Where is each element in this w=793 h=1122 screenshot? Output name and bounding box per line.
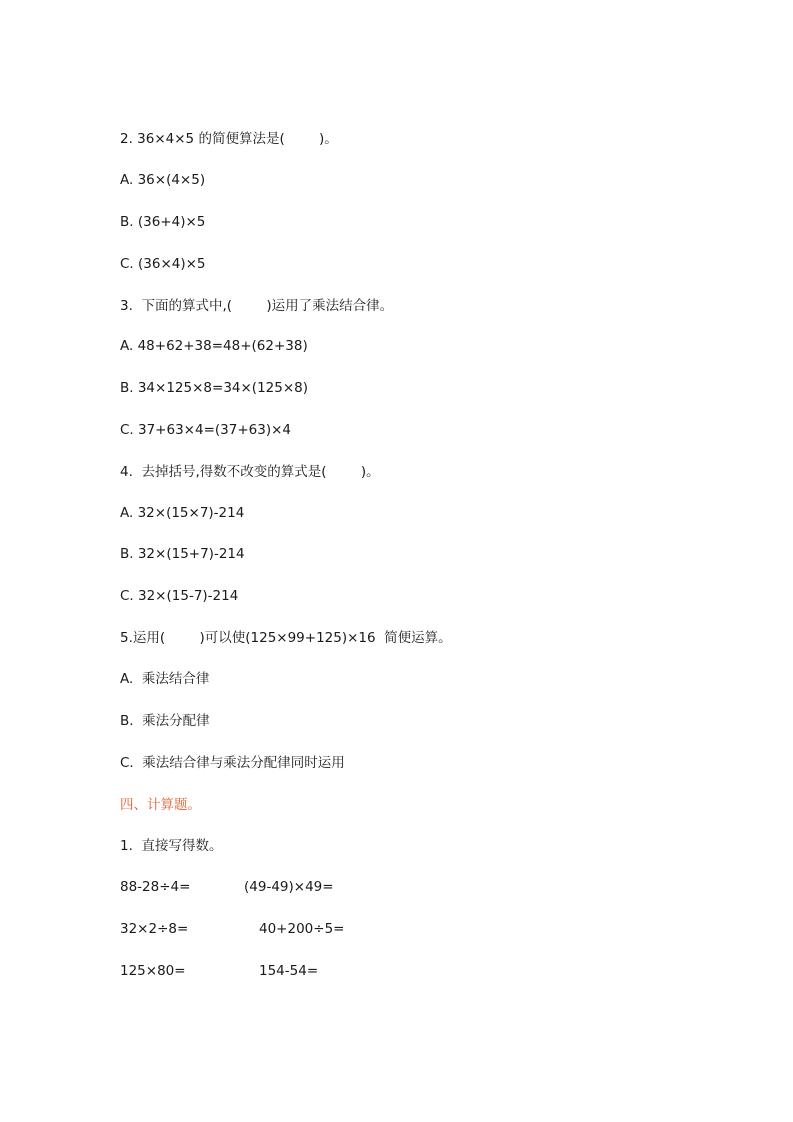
calc-row-1-left: 88-28÷4= bbox=[120, 879, 191, 895]
question-4-stem: 4. 去掉括号,得数不改变的算式是( )。 bbox=[120, 464, 380, 480]
question-5-stem: 5.运用( )可以使(125×99+125)×16 简便运算。 bbox=[120, 630, 452, 646]
question-3-option-b: B. 34×125×8=34×(125×8) bbox=[120, 380, 309, 396]
question-4-option-b: B. 32×(15+7)-214 bbox=[120, 546, 245, 562]
section-heading: 四、计算题。 bbox=[120, 797, 201, 813]
calc-row-2-left: 32×2÷8= bbox=[120, 921, 189, 937]
question-4-option-a: A. 32×(15×7)-214 bbox=[120, 505, 245, 521]
question-3-stem: 3. 下面的算式中,( )运用了乘法结合律。 bbox=[120, 298, 394, 314]
section-subheading: 1. 直接写得数。 bbox=[120, 838, 223, 854]
calc-row-1-right: (49-49)×49= bbox=[244, 879, 334, 895]
question-3-option-c: C. 37+63×4=(37+63)×4 bbox=[120, 422, 291, 438]
calc-row-2-right: 40+200÷5= bbox=[259, 921, 345, 937]
question-5-option-a: A. 乘法结合律 bbox=[120, 671, 210, 687]
question-3-option-a: A. 48+62+38=48+(62+38) bbox=[120, 338, 308, 354]
calc-row-3-right: 154-54= bbox=[259, 963, 319, 979]
question-2-option-a: A. 36×(4×5) bbox=[120, 172, 206, 188]
question-2-option-c: C. (36×4)×5 bbox=[120, 256, 206, 272]
question-2-option-b: B. (36+4)×5 bbox=[120, 214, 206, 230]
calc-row-3-left: 125×80= bbox=[120, 963, 186, 979]
question-4-option-c: C. 32×(15-7)-214 bbox=[120, 588, 239, 604]
question-5-option-c: C. 乘法结合律与乘法分配律同时运用 bbox=[120, 755, 345, 771]
question-2-stem: 2. 36×4×5 的简便算法是( )。 bbox=[120, 131, 338, 147]
question-5-option-b: B. 乘法分配律 bbox=[120, 713, 210, 729]
